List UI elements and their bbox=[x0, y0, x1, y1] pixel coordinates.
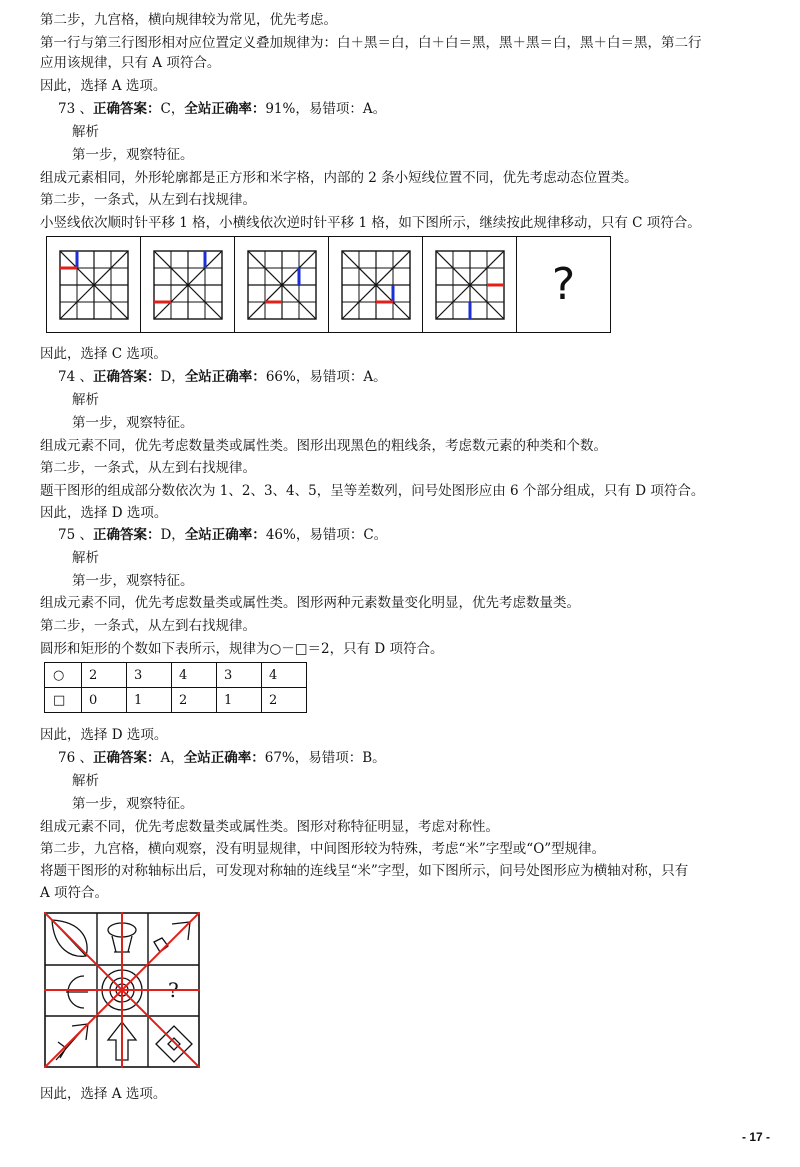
answer-label: 正确答案： bbox=[92, 527, 161, 543]
step-one: 第一步，观察特征。 bbox=[72, 147, 194, 163]
text-line: 组成元素不同，优先考虑数量类或属性类。图形出现黑色的粗线条，考虑数元素的种类和个数。 bbox=[40, 438, 607, 454]
grid-figure bbox=[435, 250, 505, 320]
question-mark: ? bbox=[551, 258, 576, 310]
table-cell: 3 bbox=[217, 663, 262, 688]
question-header-74 bbox=[58, 367, 387, 387]
answer-label: 正确答案： bbox=[92, 101, 161, 117]
circle-symbol-cell: ○ bbox=[45, 663, 82, 688]
figure-cell-1 bbox=[47, 237, 141, 332]
rate-value: 66%，易错项：A。 bbox=[265, 369, 387, 385]
grid-figure bbox=[59, 250, 129, 320]
question-number: 76 、 bbox=[58, 750, 93, 766]
conclusion: 因此，选择 D 选项。 bbox=[40, 727, 168, 743]
text-line: 组成元素相同，外形轮廓都是正方形和米字格，内部的 2 条小短线位置不同，优先考虑动态位置类。 bbox=[40, 170, 638, 186]
figure-cell-5 bbox=[423, 237, 517, 332]
analysis-label: 解析 bbox=[72, 550, 99, 566]
text-line: 第二步，一条式，从左到右找规律。 bbox=[40, 460, 256, 476]
text-line: 第二步，一条式，从左到右找规律。 bbox=[40, 192, 256, 208]
text-line: A 项符合。 bbox=[40, 885, 109, 901]
answer-label: 正确答案： bbox=[92, 369, 161, 385]
table-cell: 4 bbox=[172, 663, 217, 688]
step-one: 第一步，观察特征。 bbox=[72, 796, 194, 812]
question-header-75 bbox=[58, 525, 387, 545]
figure-cell-3 bbox=[235, 237, 329, 332]
grid-figure bbox=[247, 250, 317, 320]
text-line: 组成元素不同，优先考虑数量类或属性类。图形对称特征明显，考虑对称性。 bbox=[40, 819, 499, 835]
table-row-squares bbox=[45, 688, 307, 713]
answer-value: D， bbox=[160, 527, 185, 543]
rate-value: 67%，易错项：B。 bbox=[264, 750, 386, 766]
figure-cell-question bbox=[517, 237, 610, 332]
step-one: 第一步，观察特征。 bbox=[72, 415, 194, 431]
step-one: 第一步，观察特征。 bbox=[72, 573, 194, 589]
answer-label: 正确答案： bbox=[92, 750, 161, 766]
question-mark: ? bbox=[168, 978, 179, 1002]
figure-cell-2 bbox=[141, 237, 235, 332]
rate-label: 全站正确率： bbox=[184, 369, 266, 385]
text-line: 组成元素不同，优先考虑数量类或属性类。图形两种元素数量变化明显，优先考虑数量类。 bbox=[40, 595, 580, 611]
answer-value: C， bbox=[160, 101, 185, 117]
rate-label: 全站正确率： bbox=[184, 527, 266, 543]
analysis-label: 解析 bbox=[72, 124, 99, 140]
table-cell: 2 bbox=[82, 663, 127, 688]
text-line: 因此，选择 A 选项。 bbox=[40, 78, 167, 94]
text-line: 第二步，九宫格，横向观察，没有明显规律，中间图形较为特殊，考虑“米”字型或“O”型规律。 bbox=[40, 841, 606, 857]
rate-label: 全站正确率： bbox=[184, 101, 266, 117]
text-line: 应用该规律，只有 A 项符合。 bbox=[40, 55, 221, 71]
rate-value: 91%，易错项：A。 bbox=[265, 101, 387, 117]
figure-cell-4 bbox=[329, 237, 423, 332]
analysis-label: 解析 bbox=[72, 773, 99, 789]
question-number: 74 、 bbox=[58, 369, 93, 385]
text-line: 圆形和矩形的个数如下表所示，规律为○－□＝2，只有 D 项符合。 bbox=[40, 641, 444, 657]
question-header-73 bbox=[58, 99, 386, 119]
text-line: 将题干图形的对称轴标出后，可发现对称轴的连线呈“米”字型，如下图所示，问号处图形应为横轴对称，只有 bbox=[40, 863, 689, 879]
text-line: 第一行与第三行图形相对应位置定义叠加规律为：白＋黑＝白，白＋白＝黑，黑＋黑＝白，黑＋白＝黑，第二行 bbox=[40, 35, 702, 51]
grid-figure bbox=[341, 250, 411, 320]
question-number: 75 、 bbox=[58, 527, 93, 543]
table-row-circles bbox=[45, 663, 307, 688]
conclusion: 因此，选择 D 选项。 bbox=[40, 505, 168, 521]
rate-label: 全站正确率： bbox=[183, 750, 265, 766]
nine-grid-figure bbox=[44, 912, 200, 1068]
text-line: 第二步，一条式，从左到右找规律。 bbox=[40, 618, 256, 634]
conclusion: 因此，选择 A 选项。 bbox=[40, 1086, 167, 1102]
answer-value: D， bbox=[160, 369, 185, 385]
table-cell: 1 bbox=[127, 688, 172, 713]
conclusion: 因此，选择 C 选项。 bbox=[40, 346, 167, 362]
text-line: 第二步，九宫格，横向规律较为常见，优先考虑。 bbox=[40, 12, 337, 28]
answer-value: A， bbox=[160, 750, 184, 766]
table-cell: 4 bbox=[262, 663, 307, 688]
table-cell: 2 bbox=[172, 688, 217, 713]
square-symbol-cell: □ bbox=[45, 688, 82, 713]
analysis-label: 解析 bbox=[72, 392, 99, 408]
count-table bbox=[44, 662, 307, 713]
table-cell: 0 bbox=[82, 688, 127, 713]
question-header-76 bbox=[58, 748, 386, 768]
question-number: 73 、 bbox=[58, 101, 93, 117]
figure-sequence bbox=[46, 236, 611, 333]
text-line: 题干图形的组成部分数依次为 1、2、3、4、5，呈等差数列，问号处图形应由 6 个部分组成，只有 D 项符合。 bbox=[40, 483, 705, 499]
table-cell: 3 bbox=[127, 663, 172, 688]
table-cell: 1 bbox=[217, 688, 262, 713]
text-line: 小竖线依次顺时针平移 1 格，小横线依次逆时针平移 1 格，如下图所示，继续按此规律移动，只有 C 项符合。 bbox=[40, 215, 701, 231]
grid-figure bbox=[153, 250, 223, 320]
page-number: - 17 - bbox=[741, 1130, 770, 1144]
table-cell: 2 bbox=[262, 688, 307, 713]
rate-value: 46%，易错项：C。 bbox=[265, 527, 388, 543]
